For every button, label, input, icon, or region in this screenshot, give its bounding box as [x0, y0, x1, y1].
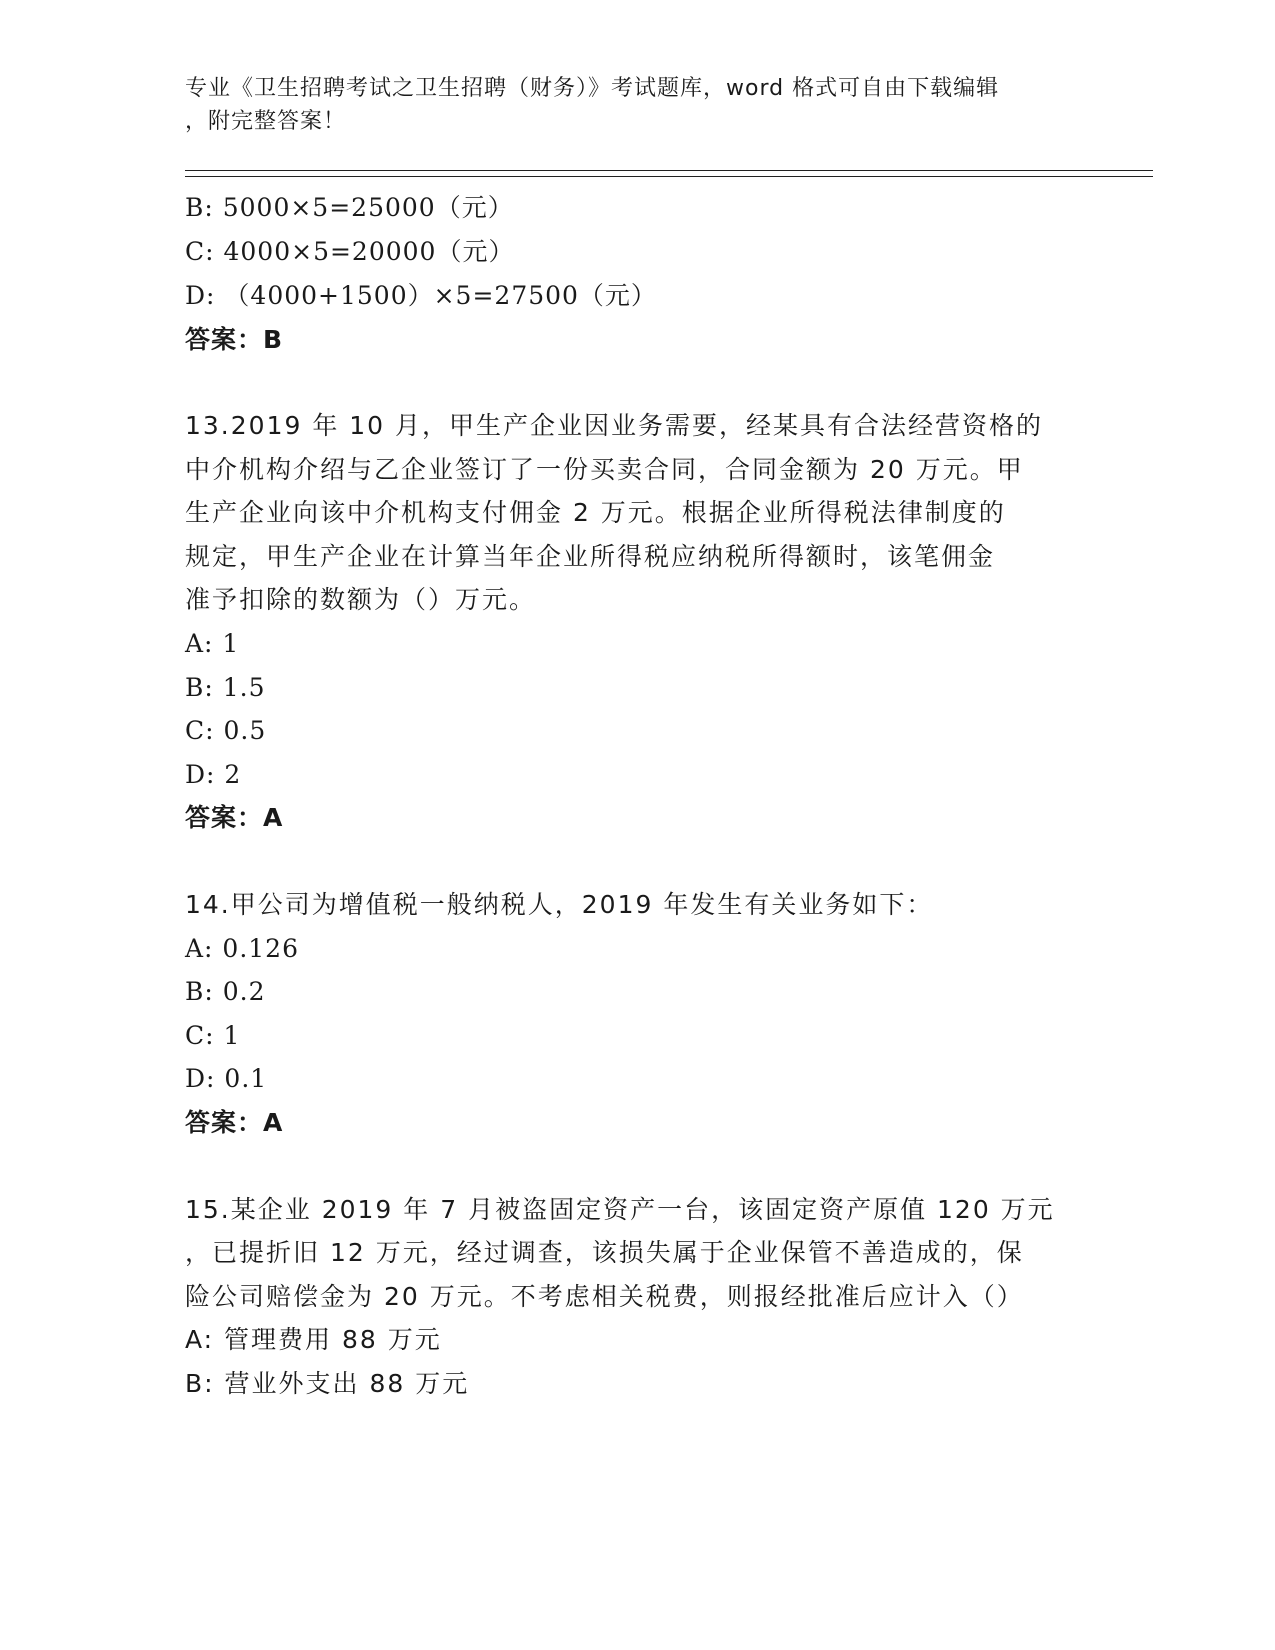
q14-option-c: C: 1 [185, 1021, 241, 1050]
document-header [185, 72, 1065, 138]
q15-option-b: B: 营业外支出 88 万元 [185, 1369, 470, 1398]
q14-option-b: B: 0.2 [185, 977, 266, 1006]
q12-answer: 答案：B [185, 325, 284, 354]
q14-option-d: D: 0.1 [185, 1064, 268, 1093]
header-divider-top [185, 170, 1153, 171]
q14-answer: 答案：A [185, 1108, 284, 1137]
q15-stem-line-3: 险公司赔偿金为 20 万元。不考虑相关税费，则报经批准后应计入（） [185, 1282, 1024, 1311]
q15-option-a: A: 管理费用 88 万元 [185, 1325, 442, 1354]
header-divider-bottom [185, 176, 1153, 177]
q13-stem-line-4: 规定，甲生产企业在计算当年企业所得税应纳税所得额时，该笔佣金 [185, 542, 996, 571]
q13-answer: 答案：A [185, 803, 284, 832]
header-line-1: 专业《卫生招聘考试之卫生招聘（财务）》考试题库，word 格式可自由下载编辑 [185, 76, 1000, 101]
q14-option-a: A: 0.126 [185, 934, 299, 963]
q15-stem-line-2: ，已提折旧 12 万元，经过调查，该损失属于企业保管不善造成的，保 [185, 1238, 1024, 1267]
q15-stem-line-1: 15.某企业 2019 年 7 月被盗固定资产一台，该固定资产原值 120 万元 [185, 1195, 1055, 1224]
q13-option-c: C: 0.5 [185, 716, 267, 745]
q13-stem-line-5: 准予扣除的数额为（）万元。 [185, 585, 537, 614]
q13-option-b: B: 1.5 [185, 673, 266, 702]
q12-option-b: B: 5000×5=25000（元） [185, 193, 514, 222]
q13-stem-line-3: 生产企业向该中介机构支付佣金 2 万元。根据企业所得税法律制度的 [185, 498, 1006, 527]
header-line-2: ，附完整答案！ [185, 109, 347, 134]
q12-option-d: D: （4000+1500）×5=27500（元） [185, 281, 657, 310]
q13-stem-line-2: 中介机构介绍与乙企业签订了一份买卖合同，合同金额为 20 万元。甲 [185, 455, 1024, 484]
q13-option-a: A: 1 [185, 629, 240, 658]
q13-stem-line-1: 13.2019 年 10 月，甲生产企业因业务需要，经某具有合法经营资格的 [185, 411, 1044, 440]
q12-option-c: C: 4000×5=20000（元） [185, 237, 515, 266]
q13-option-d: D: 2 [185, 760, 242, 789]
q14-stem-line-1: 14.甲公司为增值税一般纳税人，2019 年发生有关业务如下： [185, 890, 934, 919]
